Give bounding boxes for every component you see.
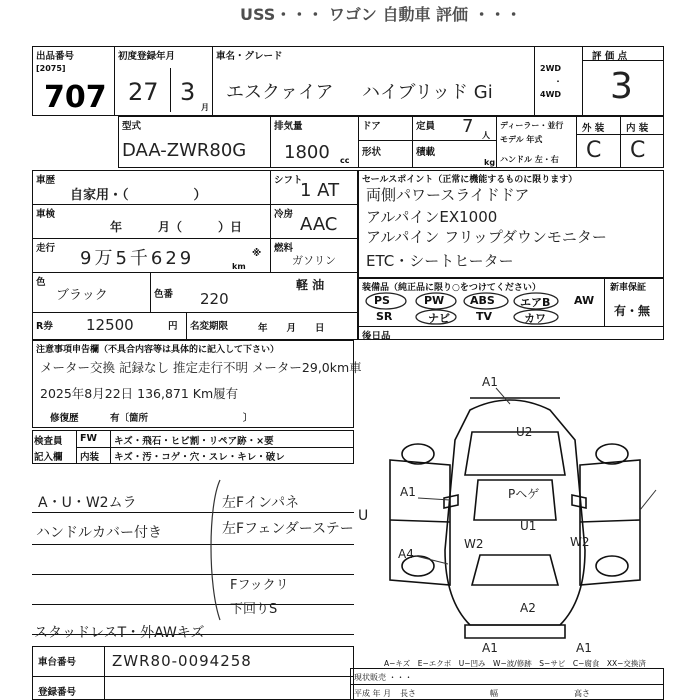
lot-sub: [2075] bbox=[36, 64, 66, 73]
month-unit: 月 bbox=[201, 103, 209, 112]
shape-label: 形状 bbox=[362, 147, 382, 158]
diagram-mark-w2-right: W2 bbox=[570, 535, 590, 549]
color-code-value: 220 bbox=[200, 290, 229, 308]
int-value: C bbox=[630, 138, 646, 163]
remark-right-mark: U bbox=[358, 508, 369, 524]
equip-ps: PS bbox=[374, 294, 390, 307]
first-reg-month: 3 bbox=[180, 78, 196, 106]
ac-label: 冷房 bbox=[274, 209, 294, 220]
grade-value: ハイブリッド Gi bbox=[362, 82, 493, 103]
footer-small-5: 高さ bbox=[574, 689, 590, 698]
after-label: 後日品 bbox=[362, 331, 391, 342]
new-warranty-value: 有・無 bbox=[614, 304, 651, 318]
type-label: 型式 bbox=[122, 121, 142, 132]
drive-2wd: 2WD bbox=[540, 64, 562, 73]
sales-points-label: セールスポイント（正常に機能するものに限ります） bbox=[362, 175, 578, 185]
usage-label: 車歴 bbox=[36, 175, 56, 186]
seats-value: 7 bbox=[462, 116, 474, 137]
chassis-value: ZWR80-0094258 bbox=[112, 652, 252, 670]
chassis-label: 車台番号 bbox=[38, 657, 77, 668]
inspector-label-2: 記入欄 bbox=[34, 452, 63, 463]
door-label: ドア bbox=[362, 121, 381, 132]
diagram-mark-w2-left: W2 bbox=[464, 537, 484, 551]
remark-right-3: Fフックリ bbox=[230, 578, 289, 593]
remark-left-2: ハンドルカバー付き bbox=[36, 525, 162, 541]
equip-leather: カワ bbox=[524, 312, 546, 325]
mileage-label: 走行 bbox=[36, 243, 56, 254]
model-value: エスクァイア bbox=[226, 82, 334, 103]
ac-value: AAC bbox=[300, 214, 338, 235]
footer-small-2: 平成 年 月 bbox=[354, 689, 392, 698]
mileage-unit: km bbox=[232, 262, 246, 271]
first-reg-year: 27 bbox=[128, 78, 159, 106]
inspector-fw: FW bbox=[80, 433, 97, 444]
cc-value: 1800 bbox=[284, 142, 330, 163]
color-code-label: 色番 bbox=[154, 289, 174, 300]
equip-abs: ABS bbox=[470, 294, 495, 307]
diagram-mark-a2: A2 bbox=[520, 601, 536, 615]
notes-line-1: メーター交換 記録なし 推定走行不明 メーター29,0km車 bbox=[40, 360, 362, 375]
inspect-value: 年 月（ ）日 bbox=[110, 220, 243, 234]
sheet-title: USS・・・ ワゴン 自動車 評価 ・・・ bbox=[240, 5, 522, 24]
inspector-row-2: キズ・汚・コゲ・穴・スレ・キレ・破レ bbox=[114, 452, 285, 463]
first-reg-label: 初度登録年月 bbox=[118, 51, 176, 62]
repair-value: 有〔箇所 〕 bbox=[110, 413, 253, 424]
remark-left-1: A・U・W2ムラ bbox=[38, 495, 137, 511]
equip-pw: PW bbox=[424, 294, 445, 307]
diagram-mark-a4: A4 bbox=[398, 547, 414, 561]
ext-value: C bbox=[586, 138, 602, 163]
footer-small-4: 幅 bbox=[490, 689, 498, 698]
remark-right-2: 左Fフェンダーステー bbox=[222, 521, 354, 537]
recycle-unit: 円 bbox=[168, 321, 178, 332]
equip-airbag: エアB bbox=[520, 296, 551, 309]
equip-navi: ナビ bbox=[428, 312, 450, 325]
model-label: 車名・グレード bbox=[216, 51, 283, 62]
type-value: DAA-ZWR80G bbox=[122, 140, 247, 161]
model-year-label: モデル 年式 bbox=[500, 135, 543, 144]
registration-label: 登録番号 bbox=[38, 687, 77, 698]
notes-line-2: 2025年8月22日 136,871 Km履有 bbox=[40, 386, 239, 401]
diagram-mark-a1-rear-right: A1 bbox=[576, 641, 592, 655]
inspector-row-1: キズ・飛石・ヒビ割・リペア跡・×要 bbox=[114, 436, 274, 447]
mileage-mark: ※ bbox=[252, 248, 262, 259]
mileage-value: 9万5千629 bbox=[80, 248, 195, 269]
handle-label: ハンドル 左・右 bbox=[500, 155, 559, 164]
shift-label: シフト bbox=[274, 175, 303, 186]
equipment-label: 装備品（純正品に限り○をつけてください） bbox=[362, 283, 541, 293]
sales-line-1: 両側パワースライドドア bbox=[366, 186, 530, 204]
usage-value: 自家用・（ ） bbox=[70, 188, 207, 203]
remark-right-4: 下回りS bbox=[230, 602, 278, 617]
footer-small-1: 現状販売 ・・・ bbox=[354, 673, 413, 682]
seats-label: 定員 bbox=[416, 121, 436, 132]
equip-sr: SR bbox=[376, 310, 393, 323]
drive-4wd: 4WD bbox=[540, 90, 562, 99]
diagram-mark-u2: U2 bbox=[516, 425, 533, 439]
drive-dot: ・ bbox=[554, 77, 562, 86]
new-warranty-label: 新車保証 bbox=[610, 283, 647, 293]
inspector-interior: 内装 bbox=[80, 452, 100, 463]
diagram-mark-peel: Pヘゲ bbox=[508, 487, 540, 501]
score-label: 評 価 点 bbox=[592, 51, 628, 62]
diagram-mark-a1-rear: A1 bbox=[482, 641, 498, 655]
sales-line-4: ETC・シートヒーター bbox=[366, 252, 514, 270]
lot-label: 出品番号 bbox=[36, 51, 75, 62]
notes-label: 注意事項申告欄（不具合内容等は具体的に記入して下さい） bbox=[36, 345, 280, 355]
diagram-mark-a1-left: A1 bbox=[400, 485, 416, 499]
dealer-label: ディーラー・並行 bbox=[500, 121, 564, 130]
equip-tv: TV bbox=[476, 310, 493, 323]
score-value: 3 bbox=[610, 66, 633, 107]
footer-small-3: 長さ bbox=[400, 689, 416, 698]
recycle-value: 12500 bbox=[86, 316, 134, 334]
lot-number: 707 bbox=[44, 80, 107, 115]
remark-bottom: スタッドレスT・外AWキズ bbox=[34, 625, 205, 641]
damage-diagram bbox=[360, 370, 680, 660]
diagram-mark-a1-front: A1 bbox=[482, 375, 498, 389]
sales-line-2: アルパインEX1000 bbox=[366, 208, 498, 226]
color-value: ブラック bbox=[56, 288, 108, 303]
equip-aw: AW bbox=[574, 294, 595, 307]
recycle-label: R券 bbox=[36, 321, 53, 332]
name-change-value: 年 月 日 bbox=[258, 323, 325, 334]
inspect-label: 車検 bbox=[36, 209, 56, 220]
cc-label: 排気量 bbox=[274, 121, 303, 132]
load-label: 積載 bbox=[416, 147, 436, 158]
ext-label: 外 装 bbox=[582, 123, 605, 134]
fuel-label: 燃料 bbox=[274, 243, 294, 254]
sales-line-3: アルパイン フリップダウンモニター bbox=[366, 228, 607, 246]
int-label: 内 装 bbox=[626, 123, 649, 134]
remark-right-1: 左Fインパネ bbox=[222, 495, 300, 511]
repair-label: 修復歴 bbox=[50, 413, 79, 424]
seats-unit: 人 bbox=[482, 131, 490, 140]
color-label: 色 bbox=[36, 277, 46, 288]
remark-bracket bbox=[200, 476, 226, 626]
name-change-label: 名変期限 bbox=[190, 321, 229, 332]
equipment-circles bbox=[358, 288, 598, 328]
fuel-value: ガソリン bbox=[292, 254, 336, 267]
shift-value: 1 AT bbox=[300, 180, 340, 201]
diagram-legend: A−キズ E−エクボ U−凹み W−波/修跡 S−サビ C−腐食 XX−交換済 bbox=[384, 659, 646, 668]
cc-unit: cc bbox=[340, 156, 350, 165]
load-unit: kg bbox=[484, 158, 496, 167]
inspector-label-1: 検査員 bbox=[34, 436, 63, 447]
diagram-mark-u1: U1 bbox=[520, 519, 537, 533]
fuel-light: 軽 油 bbox=[296, 278, 325, 292]
